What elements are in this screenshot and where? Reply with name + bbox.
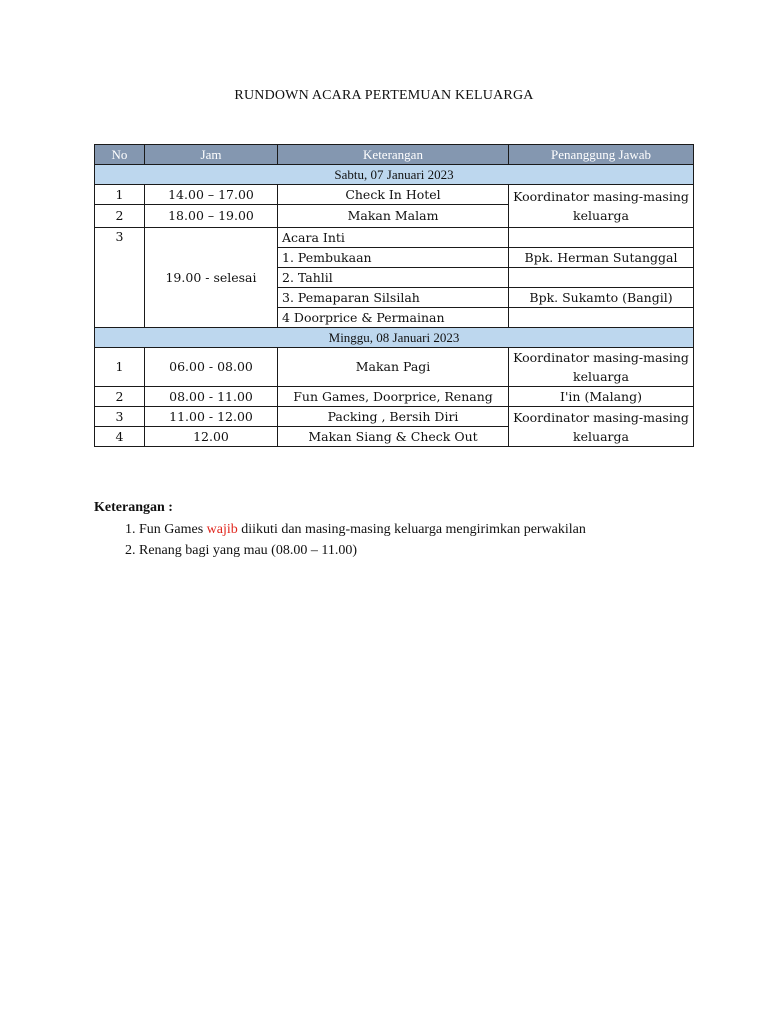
table-header-row: [95, 145, 694, 165]
row-keterangan: Makan Pagi: [278, 348, 509, 387]
table-row: [95, 387, 694, 407]
row-jam: 19.00 - selesai: [145, 228, 278, 328]
header-no: No: [95, 145, 145, 165]
header-jam: Jam: [145, 145, 278, 165]
row-jam: 08.00 - 11.00: [145, 387, 278, 407]
row-keterangan: Packing , Bersih Diri: [278, 407, 509, 427]
header-keterangan: Keterangan: [278, 145, 509, 165]
row-pj: Bpk. Herman Sutanggal: [509, 248, 694, 268]
row-jam: 14.00 – 17.00: [145, 185, 278, 205]
notes-heading: Keterangan :: [94, 500, 173, 515]
row-keterangan: 4 Doorprice & Permainan: [278, 308, 509, 328]
row-keterangan: Makan Siang & Check Out: [278, 427, 509, 447]
row-pj: Koordinator masing-masing keluarga: [509, 185, 694, 228]
note-text: diikuti dan masing-masing keluarga mengirimkan perwakilan: [237, 522, 586, 537]
row-no: 2: [95, 387, 145, 407]
row-jam: 11.00 - 12.00: [145, 407, 278, 427]
table-row: [95, 407, 694, 427]
header-penanggung-jawab: Penanggung Jawab: [509, 145, 694, 165]
table-row: [95, 185, 694, 205]
row-pj: Koordinator masing-masing keluarga: [509, 407, 694, 447]
row-keterangan: Check In Hotel: [278, 185, 509, 205]
row-no: 2: [95, 205, 145, 228]
list-item: [139, 519, 739, 540]
note-emphasis: wajib: [206, 522, 238, 537]
note-text: Fun Games: [139, 522, 207, 537]
row-no: 1: [95, 348, 145, 387]
row-pj: Koordinator masing-masing keluarga: [509, 348, 694, 387]
row-keterangan: 1. Pembukaan: [278, 248, 509, 268]
row-pj: [509, 228, 694, 248]
row-no: 3: [95, 228, 145, 328]
row-pj: [509, 308, 694, 328]
day2-label: Minggu, 08 Januari 2023: [95, 328, 694, 348]
table-row: [95, 228, 694, 248]
row-jam: 12.00: [145, 427, 278, 447]
list-item: [139, 540, 739, 561]
row-pj: [509, 268, 694, 288]
day-section-row: [95, 165, 694, 185]
row-pj: I'in (Malang): [509, 387, 694, 407]
row-no: 1: [95, 185, 145, 205]
rundown-table: [94, 144, 694, 447]
day1-label: Sabtu, 07 Januari 2023: [95, 165, 694, 185]
row-no: 3: [95, 407, 145, 427]
row-jam: 06.00 - 08.00: [145, 348, 278, 387]
row-keterangan: Fun Games, Doorprice, Renang: [278, 387, 509, 407]
row-keterangan: Acara Inti: [278, 228, 509, 248]
row-keterangan: Makan Malam: [278, 205, 509, 228]
day-section-row: [95, 328, 694, 348]
document-title: RUNDOWN ACARA PERTEMUAN KELUARGA: [234, 88, 534, 103]
row-keterangan: 3. Pemaparan Silsilah: [278, 288, 509, 308]
table-row: [95, 348, 694, 387]
row-pj: Bpk. Sukamto (Bangil): [509, 288, 694, 308]
notes-list: [94, 519, 739, 561]
row-keterangan: 2. Tahlil: [278, 268, 509, 288]
row-no: 4: [95, 427, 145, 447]
row-jam: 18.00 – 19.00: [145, 205, 278, 228]
note-text: Renang bagi yang mau (08.00 – 11.00): [139, 543, 357, 558]
